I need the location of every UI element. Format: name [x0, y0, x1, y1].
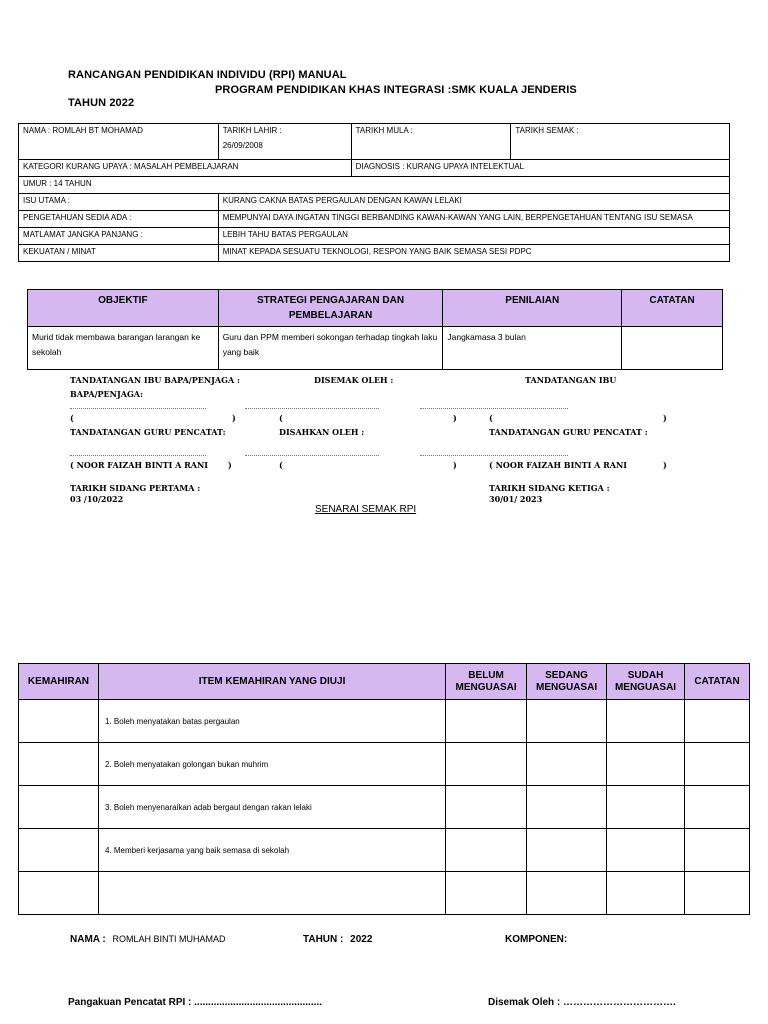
nama-label: NAMA : [70, 934, 106, 945]
kemahiran-cell [19, 743, 99, 786]
item-cell: 3. Boleh menyenaraikan adab bergaul dengan rakan lelaki [98, 786, 445, 829]
senarai-semak-title: SENARAI SEMAK RPI [315, 504, 417, 515]
paren-open: ( [489, 413, 493, 423]
kemahiran-cell [19, 700, 99, 743]
ttd-guru-label-2: TANDATANGAN GURU PENCATAT : [489, 427, 648, 437]
catatan-cell [685, 786, 750, 829]
sudah-cell [607, 700, 685, 743]
belum-cell [446, 786, 527, 829]
tarikh-lahir-label: TARIKH LAHIR : [222, 126, 282, 135]
signature-line [70, 408, 206, 409]
item-cell [98, 872, 445, 915]
sidang-pertama-date: 03 /10/2022 [70, 494, 124, 504]
kemahiran-cell [19, 829, 99, 872]
signature-line [245, 408, 379, 409]
sedang-cell [527, 743, 607, 786]
ttd-ibu-bapa-label: TANDATANGAN IBU BAPA/PENJAGA : [70, 375, 240, 385]
isu-label: ISU UTAMA : [19, 194, 219, 211]
isu-value: KURANG CAKNA BATAS PERGAULAN DENGAN KAWAN LELAKI [218, 194, 729, 211]
nama-cell: NAMA : ROMLAH BT MOHAMAD [19, 124, 219, 160]
paren-close: ) [663, 413, 667, 423]
sidang-pertama-label: TARIKH SIDANG PERTAMA : [70, 483, 201, 493]
plan-table [27, 289, 723, 370]
kekuatan-label: KEKUATAN / MINAT [19, 245, 219, 262]
sudah-cell [607, 829, 685, 872]
disemak-oleh-label: DISEMAK OLEH : [314, 375, 394, 385]
table-row [19, 743, 750, 786]
paren-open: ( [279, 413, 283, 423]
signature-line [420, 455, 568, 456]
belum-cell [446, 743, 527, 786]
doc-subtitle: PROGRAM PENDIDIKAN KHAS INTEGRASI :SMK KUALA JENDERIS [215, 84, 577, 96]
tarikh-semak-cell: TARIKH SEMAK : [511, 124, 730, 160]
table-row [19, 829, 750, 872]
disemak-oleh-footer: Disemak Oleh : ……………………………. [488, 997, 676, 1008]
doc-title: RANCANGAN PENDIDIKAN INDIVIDU (RPI) MANUAL [68, 69, 347, 81]
footer-nama [70, 934, 226, 945]
kemahiran-cell [19, 872, 99, 915]
strategi-header: STRATEGI PENGAJARAN DAN PEMBELAJARAN [218, 290, 443, 327]
signature-line [420, 408, 568, 409]
catatan-cell [685, 872, 750, 915]
table-row [19, 872, 750, 915]
ttd-guru-label: TANDATANGAN GURU PENCATAT: [70, 427, 226, 437]
sedang-cell [527, 872, 607, 915]
diagnosis-cell: DIAGNOSIS : KURANG UPAYA INTELEKTUAL [351, 160, 729, 177]
pengetahuan-value: MEMPUNYAI DAYA INGATAN TINGGI BERBANDING KAWAN-KAWAN YANG LAIN, BERPENGETAHUAN TENTANG ISU SEMASA [218, 211, 729, 228]
penilaian-cell: Jangkamasa 3 bulan [443, 327, 622, 370]
komponen-label: KOMPONEN: [505, 934, 568, 945]
sudah-cell [607, 872, 685, 915]
paren-close: ) [663, 460, 667, 470]
belum-cell [446, 700, 527, 743]
sudah-menguasai-header: SUDAH MENGUASAI [607, 664, 685, 700]
pengakuan-pencatat: Pangakuan Pencatat RPI : .............................................. [68, 997, 322, 1008]
sidang-ketiga-label: TARIKH SIDANG KETIGA : [489, 483, 610, 493]
item-cell: 4. Memberi kerjasama yang baik semasa di sekolah [98, 829, 445, 872]
table-row [19, 786, 750, 829]
penilaian-header: PENILAIAN [443, 290, 622, 327]
umur-cell: UMUR : 14 TAHUN [19, 177, 730, 194]
tahun-label: TAHUN : [303, 934, 344, 945]
sedang-menguasai-header: SEDANG MENGUASAI [527, 664, 607, 700]
kekuatan-value: MINAT KEPADA SESUATU TEKNOLOGI, RESPON YANG BAIK SEMASA SESI PDPC [218, 245, 729, 262]
paren-close: ) [228, 460, 232, 470]
tarikh-lahir-value: 26/09/2008 [222, 141, 263, 150]
tahun-value: 2022 [350, 934, 373, 945]
kemahiran-cell [19, 786, 99, 829]
pengetahuan-label: PENGETAHUAN SEDIA ADA : [19, 211, 219, 228]
footer-tahun [303, 934, 372, 945]
catatan-header: CATATAN [685, 664, 750, 700]
signature-line [245, 455, 379, 456]
paren-open: ( [279, 460, 283, 470]
table-row [19, 700, 750, 743]
paren-close: ) [232, 413, 236, 423]
checklist-table [18, 663, 750, 915]
catatan-cell [685, 700, 750, 743]
nama-value: ROMLAH BINTI MUHAMAD [112, 934, 226, 944]
item-kemahiran-header: ITEM KEMAHIRAN YANG DIUJI [98, 664, 445, 700]
noor-faizah-name-2: ( NOOR FAIZAH BINTI A RANI [489, 460, 628, 470]
matlamat-value: LEBIH TAHU BATAS PERGAULAN [218, 228, 729, 245]
sidang-ketiga-date: 30/01/ 2023 [489, 494, 543, 504]
noor-faizah-name: ( NOOR FAIZAH BINTI A RANI [70, 460, 209, 470]
ttd-ibu-label: TANDATANGAN IBU [525, 375, 617, 385]
strategi-cell: Guru dan PPM memberi sokongan terhadap tingkah laku yang baik [218, 327, 443, 370]
student-info-table [18, 123, 730, 262]
sudah-cell [607, 743, 685, 786]
matlamat-label: MATLAMAT JANGKA PANJANG : [19, 228, 219, 245]
item-cell: 2. Boleh menyatakan golongan bukan muhrim [98, 743, 445, 786]
item-cell: 1. Boleh menyatakan batas pergaulan [98, 700, 445, 743]
kategori-cell: KATEGORI KURANG UPAYA : MASALAH PEMBELAJARAN [19, 160, 352, 177]
objektif-cell: Murid tidak membawa barangan larangan ke sekolah [28, 327, 219, 370]
catatan-cell [685, 743, 750, 786]
paren-close: ) [453, 460, 457, 470]
disahkan-oleh-label: DISAHKAN OLEH : [279, 427, 365, 437]
tarikh-lahir-cell [218, 124, 351, 160]
sudah-cell [607, 786, 685, 829]
sedang-cell [527, 786, 607, 829]
tarikh-mula-cell: TARIKH MULA : [351, 124, 511, 160]
kemahiran-header: KEMAHIRAN [19, 664, 99, 700]
belum-cell [446, 829, 527, 872]
signature-line [70, 455, 206, 456]
sedang-cell [527, 829, 607, 872]
objektif-header: OBJEKTIF [28, 290, 219, 327]
belum-menguasai-header: BELUM MENGUASAI [446, 664, 527, 700]
catatan-cell [685, 829, 750, 872]
paren-open: ( [70, 413, 74, 423]
catatan-cell [622, 327, 723, 370]
sedang-cell [527, 700, 607, 743]
catatan-header: CATATAN [622, 290, 723, 327]
doc-year: TAHUN 2022 [68, 97, 135, 109]
belum-cell [446, 872, 527, 915]
paren-close: ) [453, 413, 457, 423]
ttd-ibu-label-2: BAPA/PENJAGA: [70, 389, 143, 399]
